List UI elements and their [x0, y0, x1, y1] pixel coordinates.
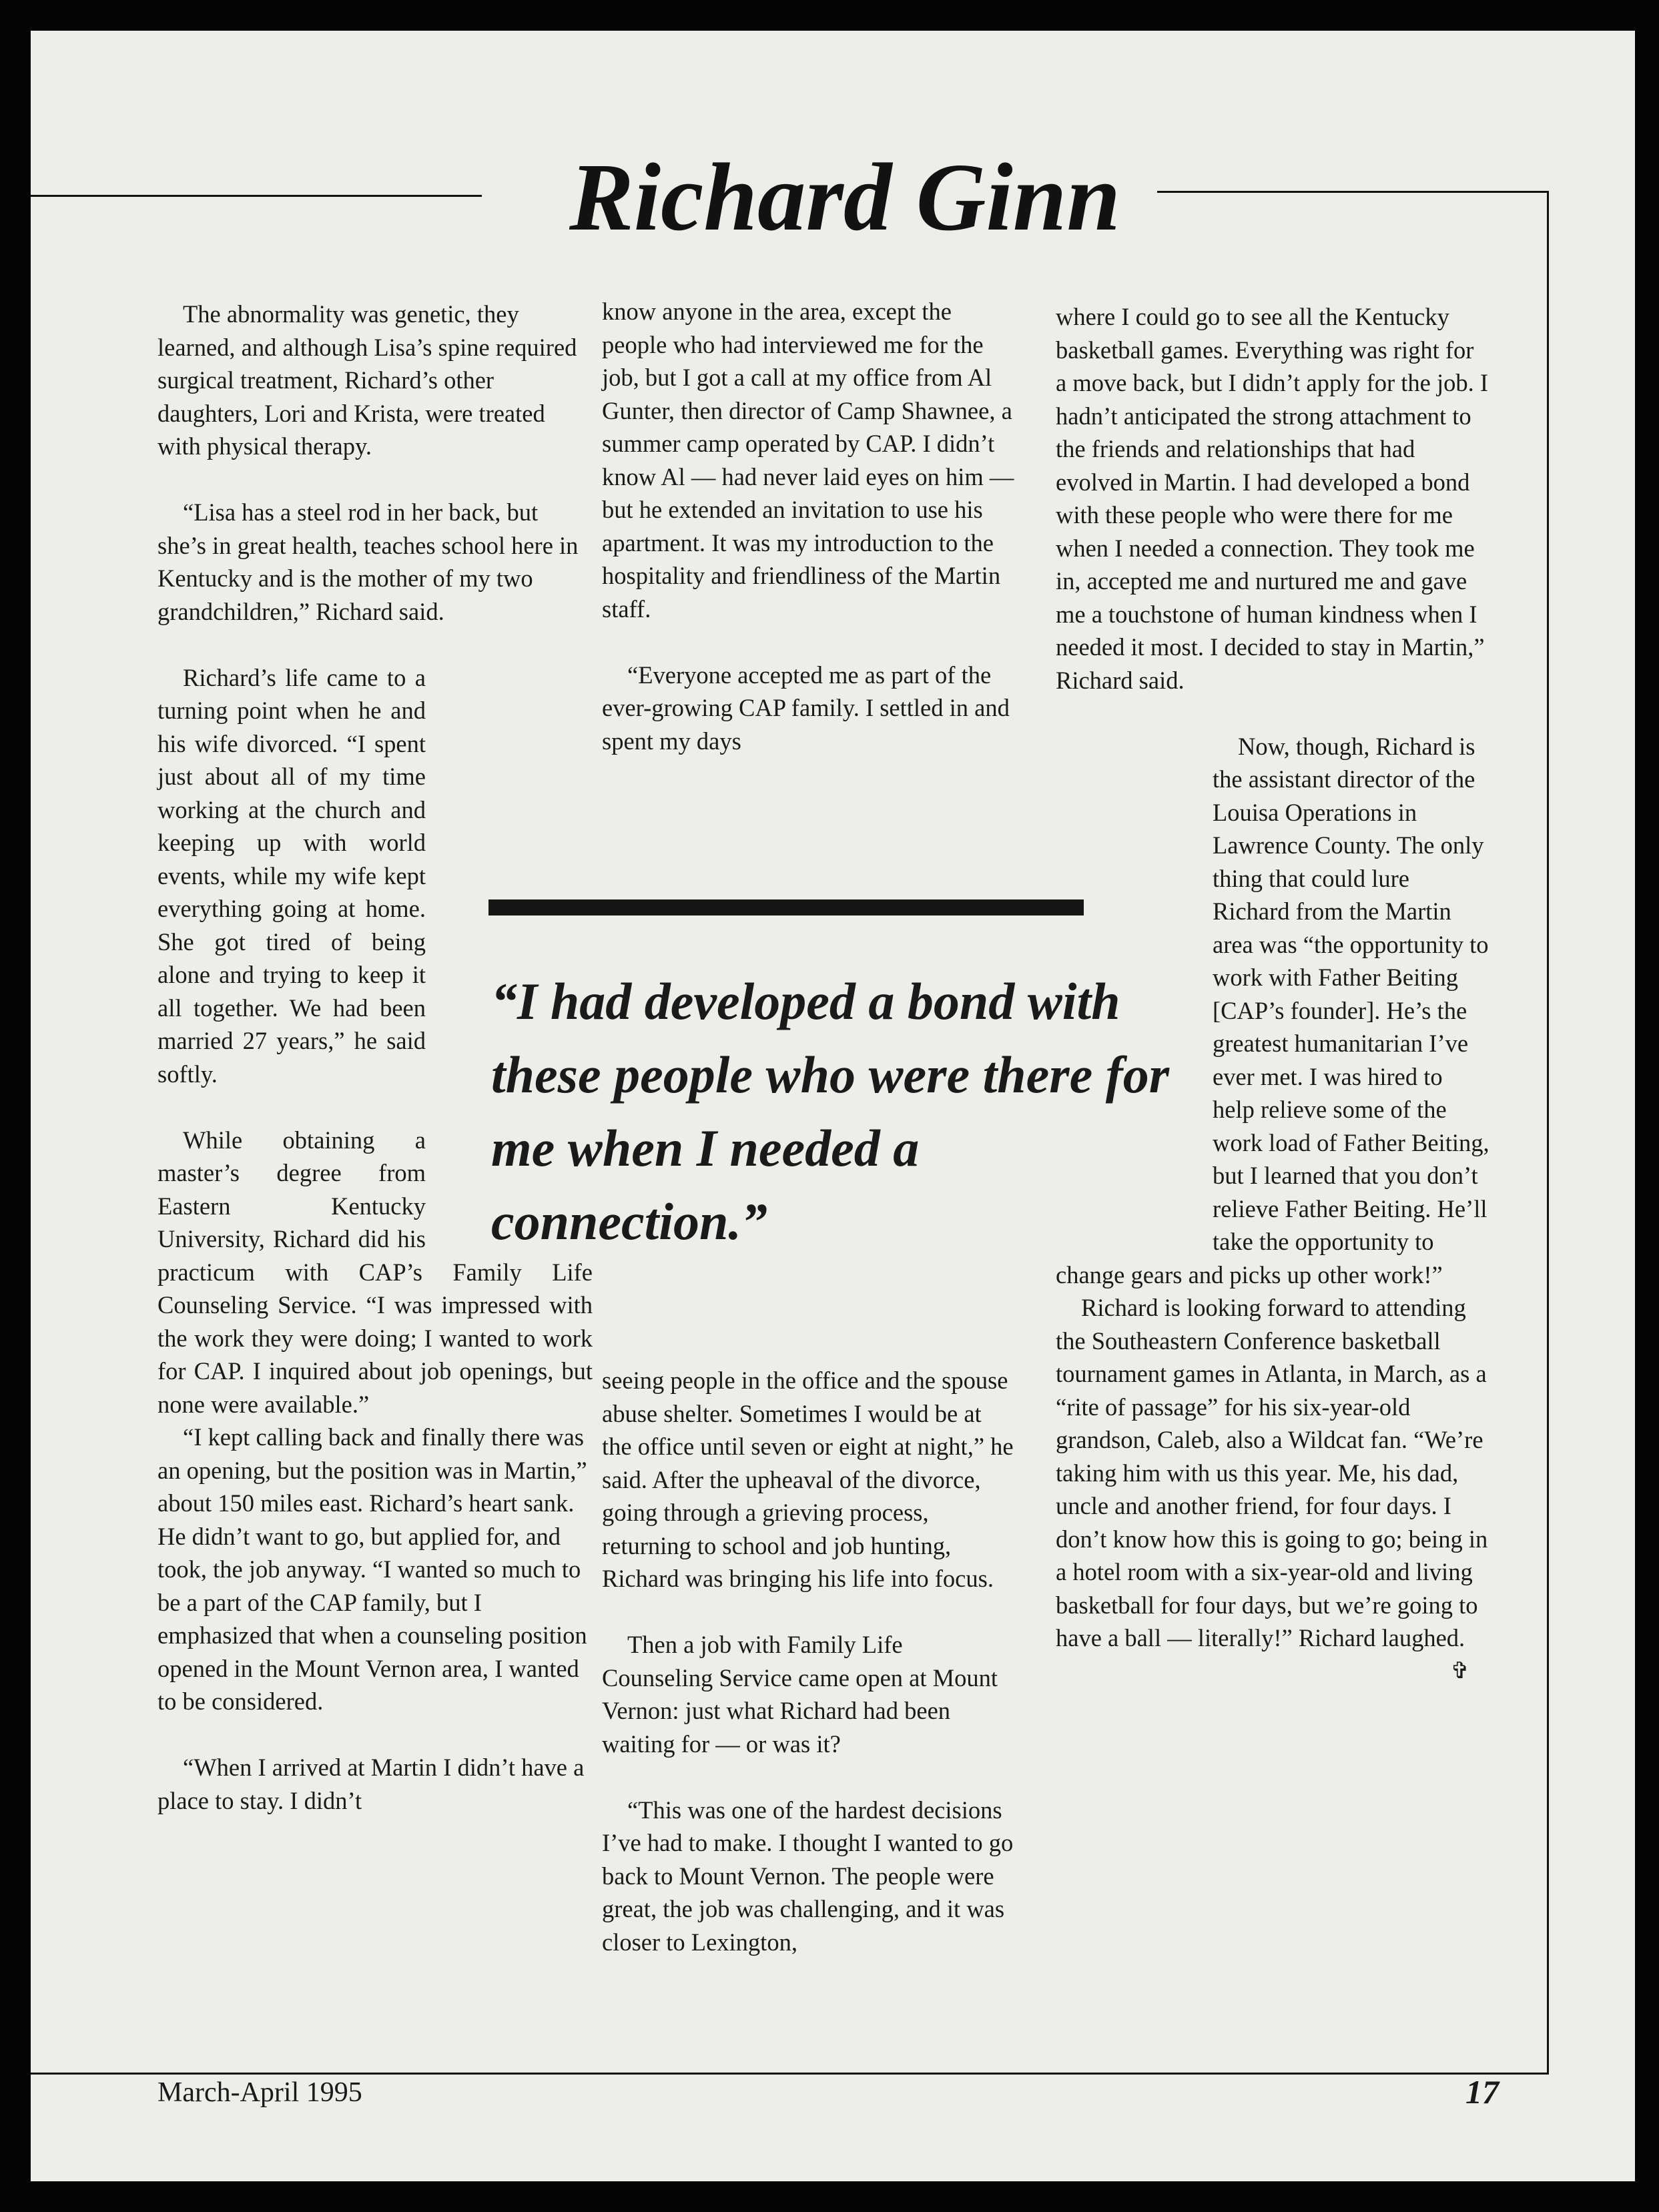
pull-quote-spacer: [1056, 730, 1213, 1257]
paragraph: seeing people in the office and the spouse abuse shelter. Sometimes I would be at the office until seven or eight at night,” he said. After the upheaval of the divorce, going through a grieving process, returning to school and job hunting, Richard was bringing his life into focus.: [602, 1367, 1014, 1592]
paragraph-text: Richard is looking forward to attending the Southeastern Conference basketball tournament games in Atlanta, in March, as a “rite of passage” for his six-year-old grandson, Caleb, also a Wildcat fan. “We’re taking him with us this year. Me, his dad, uncle and another friend, for four days. I don’t know how this is going to go; being in a hotel room with a six-year-old and living basketball for four days, but we’re going to have a ball — literally!” Richard laughed.: [1056, 1294, 1488, 1651]
column-3: [1056, 300, 1489, 1688]
paragraph: Richard’s life came to a turning point when he and his wife divorced. “I spent just about all of my time working at the church and keeping up with world events, while my wife kept everything going at home. She got tired of being alone and trying to keep it all together. We had been married 27 years,” he said softly.: [157, 663, 426, 1088]
paragraph: [1056, 1291, 1489, 1684]
paragraph: “I kept calling back and finally there was an opening, but the position was in Martin,” about 150 miles east. Richard’s heart sank. He didn’t want to go, but applied for, and took, the job anyway. “I wanted so much to be a part of the CAP family, but I emphasized that when a counseling position opened in the Mount Vernon area, I wanted to be considered.: [157, 1423, 587, 1715]
article-title: Richard Ginn: [569, 144, 1120, 251]
issue-date: March-April 1995: [157, 2077, 362, 2108]
page-number: 17: [1465, 2073, 1499, 2111]
paragraph: Now, though, Richard is the assistant director of the Louisa Operations in Lawrence County. The only thing that could lure Richard from the Martin area was “the opportunity to work with Father Beiting [CAP’s founder]. He’s the greatest humanitarian I’ve ever met. I was hired to help relieve some of the work load of Father Beiting, but I learned that you don’t relieve Father Beiting. He’ll take the opportunity to change gears and picks up other work!”: [1056, 732, 1489, 1288]
title-rule-right: [1157, 191, 1548, 193]
pull-quote-bar: [488, 899, 1084, 915]
paragraph: “When I arrived at Martin I didn’t have a place to stay. I didn’t: [157, 1754, 585, 1814]
title-rule-left: [31, 195, 482, 197]
paragraph: While obtaining a master’s degree from Eastern Kentucky University, Richard did his practicum with CAP’s Family Life Counseling Service. “I was impressed with the work they were doing; I wanted to work for CAP. I inquired about job openings, but none were available.”: [157, 1126, 593, 1418]
frame-rule-right: [1547, 191, 1549, 2075]
paragraph: where I could go to see all the Kentucky basketball games. Everything was right for a move back, but I didn’t apply for the job. I hadn’t anticipated the strong attachment to the friends and relationships that had evolved in Martin. I had developed a bond with these people who were there for me when I needed a connection. They took me in, accepted me and nurtured me and gave me a touchstone of human kindness when I needed it most. I decided to stay in Martin,” Richard said.: [1056, 303, 1489, 694]
pull-quote: “I had developed a bond with these people who were there for me when I needed a connection.”: [491, 972, 1170, 1250]
paragraph: “Lisa has a steel rod in her back, but she’s in great health, teaches school here in Kentucky and is the mother of my two grandchildren,” Richard said.: [157, 498, 579, 625]
paragraph: “This was one of the hardest decisions I’ve had to make. I thought I wanted to go back to Mount Vernon. The people were great, the job was challenging, and it was closer to Lexington,: [602, 1796, 1014, 1956]
paragraph: The abnormality was genetic, they learned, and although Lisa’s spine required surgical treatment, Richard’s other daughters, Lori and Krista, were treated with physical therapy.: [157, 300, 577, 460]
column-2-top: [602, 295, 1016, 757]
paragraph: Then a job with Family Life Counseling Service came open at Mount Vernon: just what Richard had been waiting for — or was it?: [602, 1631, 998, 1758]
frame-rule-bottom: [31, 2073, 1549, 2075]
paragraph: know anyone in the area, except the people who had interviewed me for the job, but I got a call at my office from Al Gunter, then director of Camp Shawnee, a summer camp operated by CAP. I didn’t know Al — had never laid eyes on him — but he extended an invitation to use his apartment. It was my introduction to the hospitality and friendliness of the Martin staff.: [602, 298, 1014, 623]
magazine-page: [31, 31, 1635, 2181]
end-mark-icon: ✞: [1450, 1658, 1469, 1684]
paragraph: “Everyone accepted me as part of the ever-growing CAP family. I settled in and spent my days: [602, 661, 1010, 755]
column-2-bottom: [602, 1364, 1016, 1958]
